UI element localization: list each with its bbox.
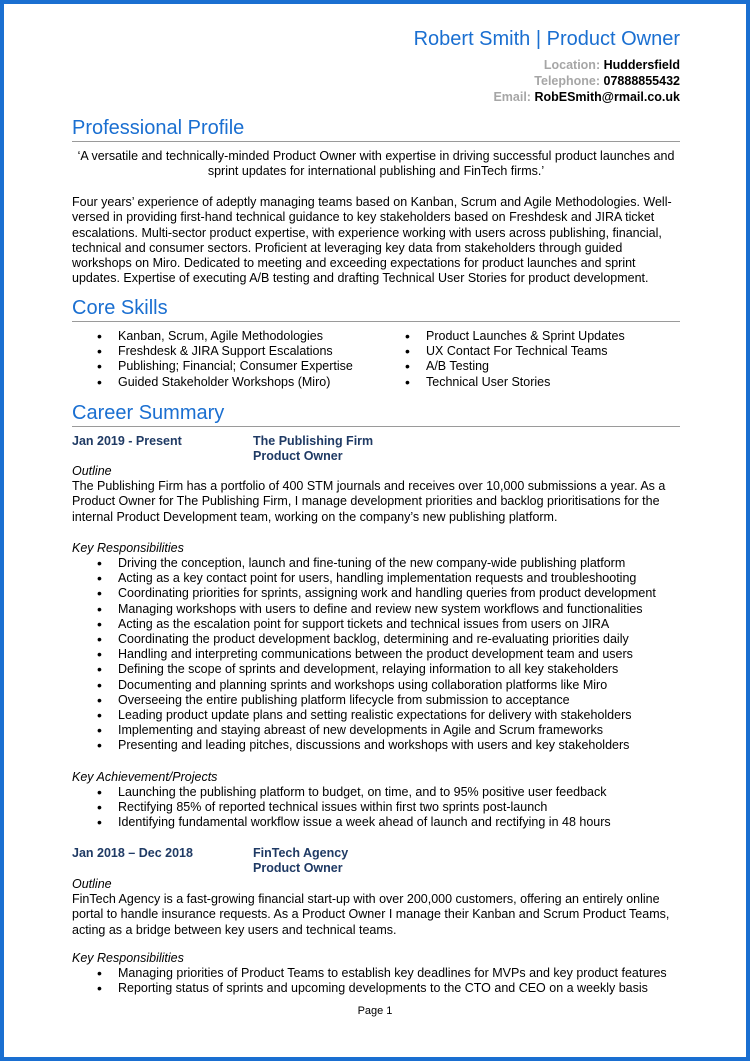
page-number: Page 1	[357, 1005, 393, 1017]
section-heading-skills: Core Skills	[72, 296, 680, 322]
list-item: • Acting as the escalation point for support tickets and technical issues from users on JIRA	[72, 617, 680, 632]
profile-quote: ‘A versatile and technically-minded Product Owner with expertise in driving successful product launches and sprint updates for international publishing and FinTech firms.’	[77, 149, 675, 179]
list-item: • Presenting and leading pitches, discussions and workshops with users and key stakeholders	[72, 738, 680, 753]
responsibilities-label: Key Responsibilities	[72, 951, 184, 965]
skill-item: • Guided Stakeholder Workshops (Miro)	[72, 375, 353, 390]
skill-item: • Product Launches & Sprint Updates	[380, 329, 625, 344]
job-company: The Publishing Firm	[253, 434, 374, 448]
contact-label: Location:	[543, 58, 601, 72]
job-outline: FinTech Agency is a fast-growing financial start-up with over 200,000 customers, offering an entirely online portal to handle insurance requests. As a Product Owner I manage their Kanban and Scrum Product Teams, acting as a bridge between key users and technical teams.	[72, 892, 670, 937]
outline-label: Outline	[72, 464, 112, 478]
list-item: • Launching the publishing platform to budget, on time, and to 95% positive user feedback	[72, 785, 680, 800]
responsibilities-label: Key Responsibilities	[72, 541, 184, 555]
list-item: • Reporting status of sprints and upcoming developments to the CTO and CEO on a weekly basis	[72, 981, 680, 996]
skill-item: • Kanban, Scrum, Agile Methodologies	[72, 329, 353, 344]
job-role: Product Owner	[253, 861, 343, 875]
achievements-list	[72, 785, 680, 831]
list-item: • Managing workshops with users to define and review new system workflows and functionalities	[72, 602, 680, 617]
contact-value: Huddersfield	[603, 58, 680, 72]
contact-telephone	[534, 74, 680, 88]
section-heading-career: Career Summary	[72, 401, 680, 427]
list-item: • Managing priorities of Product Teams to establish key deadlines for MVPs and key product features	[72, 966, 680, 981]
job-outline: The Publishing Firm has a portfolio of 400 STM journals and receives over 10,000 submissions a year. As a Product Owner for The Publishing Firm, I manage development priorities and backlog prioritisations for the internal Product Development team, working on the company’s new publishing platform.	[72, 479, 666, 524]
list-item: • Implementing and staying abreast of new developments in Agile and Scrum frameworks	[72, 723, 680, 738]
job-company: FinTech Agency	[253, 846, 349, 860]
list-item: • Identifying fundamental workflow issue a week ahead of launch and rectifying in 48 hours	[72, 815, 680, 830]
skill-item: • Publishing; Financial; Consumer Expertise	[72, 359, 353, 374]
list-item: • Handling and interpreting communications between the product development team and users	[72, 647, 680, 662]
skills-list-right	[380, 329, 625, 390]
list-item: • Defining the scope of sprints and development, relaying information to all key stakeholders	[72, 662, 680, 677]
contact-value: RobESmith@rmail.co.uk	[534, 90, 680, 104]
achievements-label: Key Achievement/Projects	[72, 770, 218, 784]
responsibilities-list	[72, 556, 680, 754]
job-date: Jan 2018 – Dec 2018	[72, 846, 193, 860]
job-date: Jan 2019 - Present	[72, 434, 182, 448]
skill-item: • UX Contact For Technical Teams	[380, 344, 625, 359]
responsibilities-list	[72, 966, 680, 996]
contact-label: Email:	[493, 90, 531, 104]
skill-item: • Freshdesk & JIRA Support Escalations	[72, 344, 353, 359]
contact-location	[544, 58, 680, 72]
list-item: • Overseeing the entire publishing platform lifecycle from submission to acceptance	[72, 693, 680, 708]
list-item: • Documenting and planning sprints and workshops using collaboration platforms like Miro	[72, 678, 680, 693]
name-title: Robert Smith | Product Owner	[413, 28, 680, 50]
section-heading-profile: Professional Profile	[72, 116, 680, 142]
skill-item: • A/B Testing	[380, 359, 625, 374]
contact-value: 07888855432	[603, 74, 680, 88]
list-item: • Acting as a key contact point for users, handling implementation requests and troubleshooting	[72, 571, 680, 586]
list-item: • Coordinating priorities for sprints, assigning work and handling queries from product development	[72, 586, 680, 601]
profile-summary: Four years’ experience of adeptly managing teams based on Kanban, Scrum and Agile Methodologies. Well-versed in providing first-hand technical guidance to key stakeholders based on Freshdesk and JIRA ticket escalations. Multi-sector product expertise, with experience working with users across publishing, financial, technical and consumer sectors. Proficient at leveraging key data from stakeholders through guided workshops on Miro. Dedicated to meeting and exceeding expectations for product launches and sprint updates. Expertise of executing A/B testing and drafting Technical User Stories for product development.	[72, 195, 672, 286]
list-item: • Rectifying 85% of reported technical issues within first two sprints post-launch	[72, 800, 680, 815]
list-item: • Coordinating the product development backlog, determining and re-evaluating priorities daily	[72, 632, 680, 647]
skills-list-left	[72, 329, 353, 390]
list-item: • Driving the conception, launch and fine-tuning of the new company-wide publishing platform	[72, 556, 680, 571]
contact-email	[493, 90, 680, 104]
outline-label: Outline	[72, 877, 112, 891]
skill-item: • Technical User Stories	[380, 375, 625, 390]
contact-label: Telephone:	[534, 74, 601, 88]
list-item: • Leading product update plans and setting realistic expectations for delivery with stakeholders	[72, 708, 680, 723]
job-role: Product Owner	[253, 449, 343, 463]
